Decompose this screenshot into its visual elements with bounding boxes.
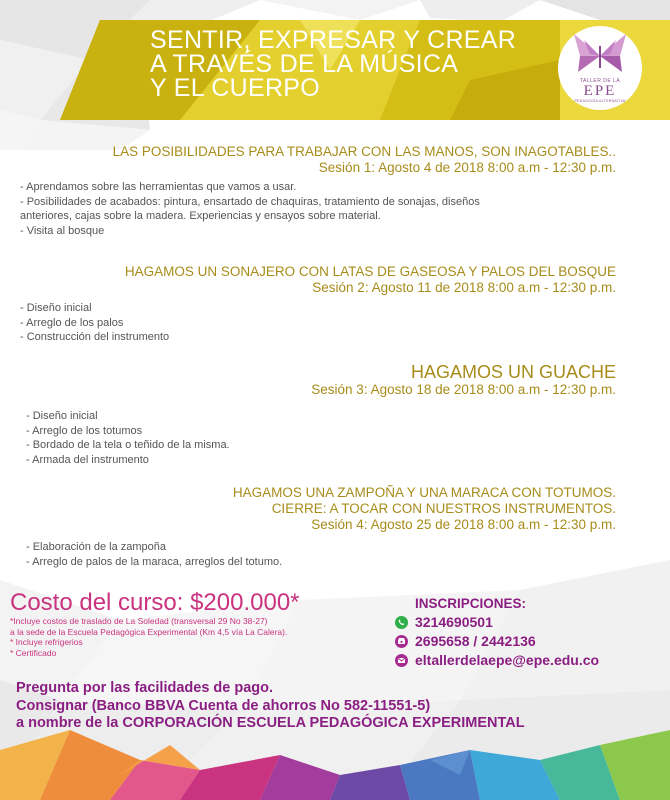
list-item: - Diseño inicial (26, 410, 98, 422)
session-4-date: Sesión 4: Agosto 25 de 2018 8:00 a.m - 12:30 p.m. (311, 517, 616, 532)
list-item: - Elaboración de la zampoña (26, 541, 167, 553)
payment-line-2: Consignar (Banco BBVA Cuenta de ahorros No 582-11551-5) (16, 697, 431, 714)
session-3-heading: HAGAMOS UN GUACHE (410, 362, 616, 382)
payment-line-3: a nombre de la CORPORACIÓN ESCUELA PEDAGÓGICA EXPERIMENTAL (16, 715, 525, 731)
list-item: anteriores, cajas sobre la madera. Experiencias y ensayos sobre material. (20, 210, 381, 222)
phone-numbers[interactable]: 2695658 / 2442136 (415, 633, 536, 649)
title-line-2: A TRAVÉS DE LA MÚSICA (150, 50, 459, 78)
cost-note: * Incluye refrigerios (10, 637, 83, 647)
logo-small-text: TALLER DE LA (579, 78, 621, 84)
title-line-1: SENTIR, EXPRESAR Y CREAR (150, 26, 517, 54)
list-item: - Diseño inicial (20, 302, 92, 314)
session-3-items (26, 409, 230, 467)
cost-note: * Certificado (10, 647, 57, 658)
session-3-header (311, 362, 616, 398)
list-item: - Arreglo de palos de la maraca, arreglos del totumo. (26, 555, 283, 568)
cost-note: a la sede de la Escuela Pedagógica Experimental (Km 4,5 vía La Calera). (10, 626, 288, 637)
list-item: - Construcción del instrumento (20, 331, 170, 343)
logo-main-text: EPE (583, 83, 617, 99)
title-line-3: Y EL CUERPO (150, 74, 321, 102)
email-icon (395, 654, 408, 667)
list-item: - Aprendamos sobre las herramientas que vamos a usar. (20, 181, 297, 193)
logo-sub-text: PEDAGOGÍA ALTERNATIVA (574, 99, 626, 103)
phone-row (395, 632, 599, 650)
epe-logo (558, 26, 642, 110)
butterfly-icon (570, 32, 630, 78)
inscripciones-title: INSCRIPCIONES: (415, 596, 527, 611)
list-item: - Bordado de la tela o teñido de la misma. (26, 439, 230, 451)
session-1-items (20, 180, 480, 238)
session-3-date: Sesión 3: Agosto 18 de 2018 8:00 a.m - 12:30 p.m. (311, 382, 616, 397)
session-4-header (233, 485, 616, 533)
payment-line-1: Pregunta por las facilidades de pago. (16, 680, 274, 696)
list-item: - Arreglo de los totumos (26, 424, 143, 437)
email-row (395, 651, 599, 669)
list-item: - Arreglo de los palos (20, 316, 124, 329)
session-2-header (125, 264, 616, 296)
session-4-heading: HAGAMOS UNA ZAMPOÑA Y UNA MARACA CON TOTUMOS. (232, 485, 616, 500)
session-1-heading: LAS POSIBILIDADES PARA TRABAJAR CON LAS MANOS, SON INAGOTABLES.. (112, 144, 616, 159)
inscripciones-section (395, 596, 599, 669)
list-item: - Visita al bosque (20, 224, 105, 237)
session-2-items (20, 301, 169, 345)
list-item: - Posibilidades de acabados: pintura, ensartado de chaquiras, tratamiento de sonajas, diseños (20, 195, 480, 208)
whatsapp-row (395, 613, 599, 631)
session-2-date: Sesión 2: Agosto 11 de 2018 8:00 a.m - 12:30 p.m. (312, 280, 616, 295)
whatsapp-number[interactable]: 3214690501 (415, 614, 493, 630)
session-4-heading-2: CIERRE: A TOCAR CON NUESTROS INSTRUMENTOS. (271, 501, 616, 516)
page-title (150, 28, 516, 100)
cost-note: *Incluye costos de traslado de La Soledad (transversal 29 No 38-27) (10, 616, 268, 626)
course-price: Costo del curso: $200.000* (10, 589, 300, 616)
session-1-date: Sesión 1: Agosto 4 de 2018 8:00 a.m - 12:30 p.m. (318, 160, 616, 175)
list-item: - Armada del instrumento (26, 453, 149, 466)
payment-info (16, 680, 525, 733)
cost-section (10, 590, 300, 658)
phone-icon (395, 635, 408, 648)
whatsapp-icon (395, 616, 408, 629)
email-address[interactable]: eltallerdelaepe@epe.edu.co (415, 652, 600, 668)
session-2-heading: HAGAMOS UN SONAJERO CON LATAS DE GASEOSA Y PALOS DEL BOSQUE (124, 264, 616, 279)
session-1-header (113, 144, 616, 176)
